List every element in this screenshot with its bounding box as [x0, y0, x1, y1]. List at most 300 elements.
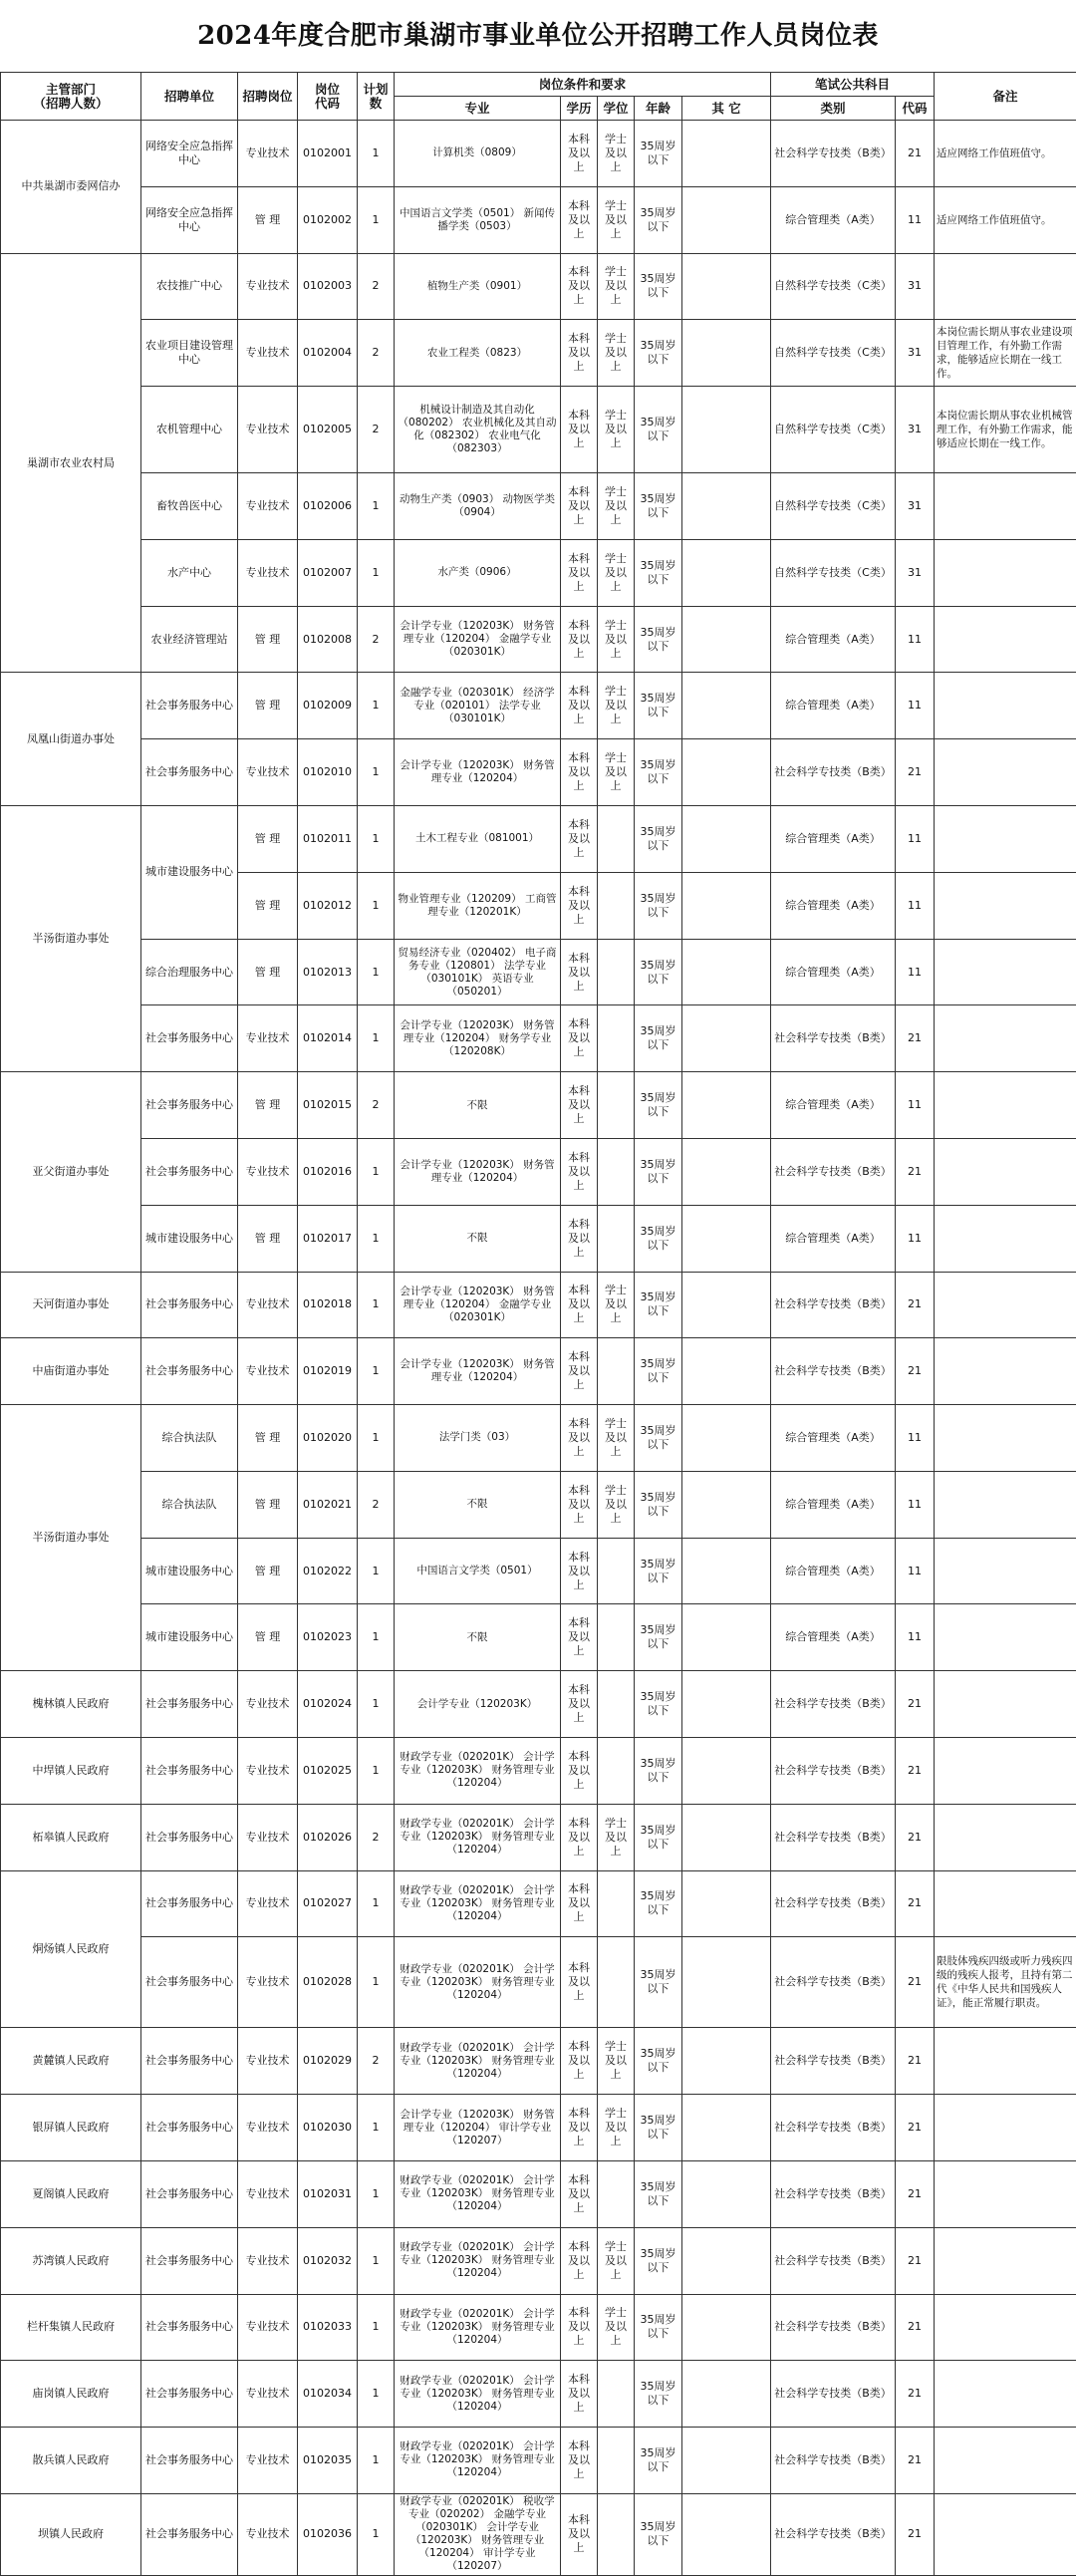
exam-category-cell: 综合管理类（A类）	[771, 1604, 896, 1671]
post-cell: 管 理	[238, 186, 298, 253]
header-category: 类别	[771, 97, 896, 121]
table-row	[1, 320, 1076, 387]
major-cell: 植物生产类（0901）	[395, 253, 561, 320]
age-cell: 35周岁以下	[635, 1471, 682, 1538]
table-row	[1, 186, 1076, 253]
exam-category-cell: 社会科学专技类（B类）	[771, 1737, 896, 1804]
remark-cell	[935, 1737, 1076, 1804]
other-cell	[682, 186, 771, 253]
exam-category-cell: 综合管理类（A类）	[771, 1471, 896, 1538]
education-cell: 本科及以上	[561, 1937, 598, 2028]
dept-cell: 散兵镇人民政府	[1, 2428, 141, 2494]
header-exam: 笔试公共科目	[771, 73, 935, 97]
post-code-cell: 0102011	[298, 806, 358, 873]
degree-cell	[598, 2428, 635, 2494]
other-cell	[682, 2227, 771, 2294]
remark-cell: 适应网络工作值班值守。	[935, 121, 1076, 187]
plan-count-cell: 2	[358, 606, 395, 673]
age-cell: 35周岁以下	[635, 1870, 682, 1937]
plan-count-cell: 1	[358, 2493, 395, 2575]
exam-code-cell: 21	[896, 1937, 935, 2028]
post-cell: 专业技术	[238, 1804, 298, 1870]
remark-cell	[935, 2361, 1076, 2428]
education-cell: 本科及以上	[561, 1604, 598, 1671]
education-cell: 本科及以上	[561, 739, 598, 806]
exam-code-cell: 21	[896, 1138, 935, 1205]
post-cell: 专业技术	[238, 2493, 298, 2575]
post-code-cell: 0102003	[298, 253, 358, 320]
unit-cell: 农技推广中心	[141, 253, 238, 320]
dept-cell: 半汤街道办事处	[1, 806, 141, 1072]
exam-code-cell: 11	[896, 1205, 935, 1272]
exam-category-cell: 综合管理类（A类）	[771, 673, 896, 739]
exam-code-cell: 21	[896, 2428, 935, 2494]
other-cell	[682, 739, 771, 806]
remark-cell	[935, 2160, 1076, 2227]
major-cell: 动物生产类（0903） 动物医学类（0904）	[395, 473, 561, 540]
table-row	[1, 1072, 1076, 1139]
plan-count-cell: 1	[358, 739, 395, 806]
post-cell: 专业技术	[238, 121, 298, 187]
post-code-cell: 0102004	[298, 320, 358, 387]
dept-cell: 中共巢湖市委网信办	[1, 121, 141, 254]
table-row	[1, 1471, 1076, 1538]
dept-cell: 中垾镇人民政府	[1, 1737, 141, 1804]
exam-code-cell: 11	[896, 1405, 935, 1472]
degree-cell	[598, 2160, 635, 2227]
other-cell	[682, 2428, 771, 2494]
remark-cell: 本岗位需长期从事农业机械管理工作，有外勤工作需求，能够适应长期在一线工作。	[935, 387, 1076, 473]
age-cell: 35周岁以下	[635, 2095, 682, 2161]
major-cell: 财政学专业（020201K） 会计学专业（120203K） 财务管理专业（120204）	[395, 2361, 561, 2428]
major-cell: 不限	[395, 1072, 561, 1139]
education-cell: 本科及以上	[561, 387, 598, 473]
plan-count-cell: 2	[358, 1072, 395, 1139]
remark-cell	[935, 2493, 1076, 2575]
other-cell	[682, 2361, 771, 2428]
education-cell: 本科及以上	[561, 1538, 598, 1604]
age-cell: 35周岁以下	[635, 2227, 682, 2294]
plan-count-cell: 2	[358, 1471, 395, 1538]
degree-cell	[598, 1671, 635, 1738]
post-code-cell: 0102035	[298, 2428, 358, 2494]
degree-cell	[598, 1338, 635, 1405]
major-cell: 不限	[395, 1205, 561, 1272]
remark-cell	[935, 606, 1076, 673]
post-code-cell: 0102036	[298, 2493, 358, 2575]
post-code-cell: 0102001	[298, 121, 358, 187]
degree-cell	[598, 1138, 635, 1205]
exam-category-cell: 社会科学专技类（B类）	[771, 2028, 896, 2095]
exam-code-cell: 21	[896, 2028, 935, 2095]
header-post: 招聘岗位	[238, 73, 298, 121]
major-cell: 财政学专业（020201K） 会计学专业（120203K） 财务管理专业（120204）	[395, 2160, 561, 2227]
table-row	[1, 387, 1076, 473]
exam-category-cell: 社会科学专技类（B类）	[771, 2227, 896, 2294]
education-cell: 本科及以上	[561, 2428, 598, 2494]
exam-code-cell: 21	[896, 739, 935, 806]
major-cell: 中国语言文学类（0501） 新闻传播学类（0503）	[395, 186, 561, 253]
plan-count-cell: 1	[358, 473, 395, 540]
remark-cell	[935, 253, 1076, 320]
exam-category-cell: 综合管理类（A类）	[771, 1072, 896, 1139]
remark-cell	[935, 1604, 1076, 1671]
major-cell: 财政学专业（020201K） 会计学专业（120203K） 财务管理专业（120204）	[395, 1804, 561, 1870]
unit-cell: 城市建设服务中心	[141, 1205, 238, 1272]
plan-count-cell: 1	[358, 1671, 395, 1738]
education-cell: 本科及以上	[561, 806, 598, 873]
plan-count-cell: 1	[358, 2227, 395, 2294]
post-cell: 专业技术	[238, 2361, 298, 2428]
table-row	[1, 1138, 1076, 1205]
post-cell: 管 理	[238, 939, 298, 1005]
exam-code-cell: 11	[896, 606, 935, 673]
post-cell: 专业技术	[238, 473, 298, 540]
post-code-cell: 0102005	[298, 387, 358, 473]
degree-cell: 学士及以上	[598, 2095, 635, 2161]
post-code-cell: 0102025	[298, 1737, 358, 1804]
header-count: 计划数	[358, 73, 395, 121]
education-cell: 本科及以上	[561, 1870, 598, 1937]
major-cell: 土木工程专业（081001）	[395, 806, 561, 873]
post-cell: 专业技术	[238, 1870, 298, 1937]
unit-cell: 社会事务服务中心	[141, 1272, 238, 1338]
unit-cell: 社会事务服务中心	[141, 2493, 238, 2575]
post-code-cell: 0102016	[298, 1138, 358, 1205]
plan-count-cell: 2	[358, 387, 395, 473]
plan-count-cell: 1	[358, 1138, 395, 1205]
plan-count-cell: 2	[358, 2028, 395, 2095]
plan-count-cell: 1	[358, 1005, 395, 1072]
unit-cell: 综合治理服务中心	[141, 939, 238, 1005]
exam-category-cell: 综合管理类（A类）	[771, 806, 896, 873]
education-cell: 本科及以上	[561, 1272, 598, 1338]
post-cell: 专业技术	[238, 1671, 298, 1738]
remark-cell: 适应网络工作值班值守。	[935, 186, 1076, 253]
exam-code-cell: 21	[896, 2095, 935, 2161]
exam-code-cell: 11	[896, 1604, 935, 1671]
unit-cell: 城市建设服务中心	[141, 806, 238, 940]
degree-cell: 学士及以上	[598, 253, 635, 320]
age-cell: 35周岁以下	[635, 1737, 682, 1804]
unit-cell: 城市建设服务中心	[141, 1604, 238, 1671]
unit-cell: 社会事务服务中心	[141, 2160, 238, 2227]
education-cell: 本科及以上	[561, 2361, 598, 2428]
post-cell: 专业技术	[238, 2160, 298, 2227]
age-cell: 35周岁以下	[635, 1538, 682, 1604]
post-cell: 专业技术	[238, 539, 298, 606]
dept-cell: 巢湖市农业农村局	[1, 253, 141, 673]
exam-category-cell: 社会科学专技类（B类）	[771, 1005, 896, 1072]
education-cell: 本科及以上	[561, 1804, 598, 1870]
exam-category-cell: 社会科学专技类（B类）	[771, 2160, 896, 2227]
other-cell	[682, 473, 771, 540]
remark-cell	[935, 1405, 1076, 1472]
post-code-cell: 0102028	[298, 1937, 358, 2028]
education-cell: 本科及以上	[561, 673, 598, 739]
degree-cell: 学士及以上	[598, 320, 635, 387]
plan-count-cell: 2	[358, 1804, 395, 1870]
table-row	[1, 2227, 1076, 2294]
age-cell: 35周岁以下	[635, 606, 682, 673]
remark-cell: 限肢体残疾四级或听力残疾四级的残疾人报考，且持有第二代《中华人民共和国残疾人证》，能正常履行职责。	[935, 1937, 1076, 2028]
exam-category-cell: 自然科学专技类（C类）	[771, 253, 896, 320]
post-cell: 专业技术	[238, 739, 298, 806]
education-cell: 本科及以上	[561, 1205, 598, 1272]
table-row	[1, 2160, 1076, 2227]
exam-code-cell: 21	[896, 2227, 935, 2294]
unit-cell: 社会事务服务中心	[141, 1870, 238, 1937]
exam-code-cell: 21	[896, 2361, 935, 2428]
age-cell: 35周岁以下	[635, 473, 682, 540]
other-cell	[682, 1737, 771, 1804]
exam-code-cell: 21	[896, 2294, 935, 2361]
unit-cell: 社会事务服务中心	[141, 2028, 238, 2095]
major-cell: 财政学专业（020201K） 会计学专业（120203K） 财务管理专业（120204）	[395, 2428, 561, 2494]
age-cell: 35周岁以下	[635, 2294, 682, 2361]
degree-cell	[598, 806, 635, 873]
age-cell: 35周岁以下	[635, 1804, 682, 1870]
exam-code-cell: 11	[896, 1538, 935, 1604]
plan-count-cell: 1	[358, 806, 395, 873]
dept-cell: 坝镇人民政府	[1, 2493, 141, 2575]
other-cell	[682, 387, 771, 473]
education-cell: 本科及以上	[561, 2294, 598, 2361]
table-row	[1, 1005, 1076, 1072]
degree-cell	[598, 872, 635, 939]
education-cell: 本科及以上	[561, 1671, 598, 1738]
unit-cell: 社会事务服务中心	[141, 1072, 238, 1139]
remark-cell	[935, 2428, 1076, 2494]
table-row	[1, 473, 1076, 540]
exam-category-cell: 社会科学专技类（B类）	[771, 2095, 896, 2161]
education-cell: 本科及以上	[561, 539, 598, 606]
exam-code-cell: 21	[896, 1338, 935, 1405]
exam-code-cell: 11	[896, 806, 935, 873]
major-cell: 会计学专业（120203K） 财务管理专业（120204）	[395, 1338, 561, 1405]
post-code-cell: 0102008	[298, 606, 358, 673]
plan-count-cell: 1	[358, 1405, 395, 1472]
exam-code-cell: 21	[896, 1272, 935, 1338]
table-row	[1, 1338, 1076, 1405]
dept-cell: 柘皋镇人民政府	[1, 1804, 141, 1870]
post-cell: 专业技术	[238, 2095, 298, 2161]
post-code-cell: 0102009	[298, 673, 358, 739]
plan-count-cell: 1	[358, 186, 395, 253]
post-cell: 专业技术	[238, 1138, 298, 1205]
exam-category-cell: 自然科学专技类（C类）	[771, 539, 896, 606]
other-cell	[682, 1471, 771, 1538]
major-cell: 会计学专业（120203K）	[395, 1671, 561, 1738]
major-cell: 计算机类（0809）	[395, 121, 561, 187]
plan-count-cell: 1	[358, 539, 395, 606]
post-code-cell: 0102018	[298, 1272, 358, 1338]
age-cell: 35周岁以下	[635, 939, 682, 1005]
age-cell: 35周岁以下	[635, 1937, 682, 2028]
plan-count-cell: 1	[358, 1538, 395, 1604]
exam-code-cell: 21	[896, 2160, 935, 2227]
education-cell: 本科及以上	[561, 606, 598, 673]
exam-code-cell: 21	[896, 1870, 935, 1937]
post-cell: 管 理	[238, 1538, 298, 1604]
exam-category-cell: 综合管理类（A类）	[771, 1205, 896, 1272]
remark-cell	[935, 1138, 1076, 1205]
unit-cell: 水产中心	[141, 539, 238, 606]
major-cell: 物业管理专业（120209） 工商管理专业（120201K）	[395, 872, 561, 939]
plan-count-cell: 1	[358, 1737, 395, 1804]
exam-category-cell: 综合管理类（A类）	[771, 606, 896, 673]
exam-code-cell: 11	[896, 186, 935, 253]
dept-cell: 中庙街道办事处	[1, 1338, 141, 1405]
remark-cell	[935, 1272, 1076, 1338]
plan-count-cell: 1	[358, 872, 395, 939]
exam-code-cell: 31	[896, 320, 935, 387]
major-cell: 财政学专业（020201K） 会计学专业（120203K） 财务管理专业（120204）	[395, 2294, 561, 2361]
other-cell	[682, 1005, 771, 1072]
other-cell	[682, 320, 771, 387]
table-row	[1, 2095, 1076, 2161]
plan-count-cell: 1	[358, 2428, 395, 2494]
education-cell: 本科及以上	[561, 1072, 598, 1139]
dept-cell: 夏阁镇人民政府	[1, 2160, 141, 2227]
exam-code-cell: 31	[896, 387, 935, 473]
post-cell: 专业技术	[238, 1338, 298, 1405]
major-cell: 会计学专业（120203K） 财务管理专业（120204） 金融学专业（020301K）	[395, 606, 561, 673]
degree-cell: 学士及以上	[598, 1804, 635, 1870]
major-cell: 财政学专业（020201K） 会计学专业（120203K） 财务管理专业（120204）	[395, 1870, 561, 1937]
major-cell: 财政学专业（020201K） 税收学专业（020202） 金融学专业（020301K） 会计学专业（120203K） 财务管理专业（120204） 审计学专业（120207）	[395, 2493, 561, 2575]
exam-category-cell: 社会科学专技类（B类）	[771, 2294, 896, 2361]
unit-cell: 社会事务服务中心	[141, 1338, 238, 1405]
plan-count-cell: 1	[358, 1205, 395, 1272]
education-cell: 本科及以上	[561, 1471, 598, 1538]
table-row	[1, 1737, 1076, 1804]
post-code-cell: 0102002	[298, 186, 358, 253]
degree-cell: 学士及以上	[598, 739, 635, 806]
post-cell: 管 理	[238, 1205, 298, 1272]
exam-code-cell: 11	[896, 673, 935, 739]
degree-cell	[598, 1072, 635, 1139]
age-cell: 35周岁以下	[635, 1205, 682, 1272]
other-cell	[682, 1870, 771, 1937]
post-cell: 管 理	[238, 1471, 298, 1538]
exam-code-cell: 31	[896, 253, 935, 320]
education-cell: 本科及以上	[561, 939, 598, 1005]
post-cell: 专业技术	[238, 1937, 298, 2028]
education-cell: 本科及以上	[561, 2095, 598, 2161]
table-row	[1, 1870, 1076, 1937]
age-cell: 35周岁以下	[635, 739, 682, 806]
other-cell	[682, 121, 771, 187]
remark-cell	[935, 1538, 1076, 1604]
post-cell: 管 理	[238, 806, 298, 873]
other-cell	[682, 2294, 771, 2361]
unit-cell: 社会事务服务中心	[141, 1937, 238, 2028]
table-row	[1, 1937, 1076, 2028]
unit-cell: 社会事务服务中心	[141, 1671, 238, 1738]
age-cell: 35周岁以下	[635, 1272, 682, 1338]
degree-cell	[598, 1937, 635, 2028]
age-cell: 35周岁以下	[635, 1005, 682, 1072]
major-cell: 农业工程类（0823）	[395, 320, 561, 387]
major-cell: 会计学专业（120203K） 财务管理专业（120204）	[395, 739, 561, 806]
other-cell	[682, 2095, 771, 2161]
education-cell: 本科及以上	[561, 1005, 598, 1072]
degree-cell: 学士及以上	[598, 473, 635, 540]
header-age: 年龄	[635, 97, 682, 121]
exam-category-cell: 社会科学专技类（B类）	[771, 1937, 896, 2028]
other-cell	[682, 1138, 771, 1205]
other-cell	[682, 939, 771, 1005]
other-cell	[682, 1405, 771, 1472]
exam-category-cell: 社会科学专技类（B类）	[771, 2428, 896, 2494]
table-row	[1, 1671, 1076, 1738]
education-cell: 本科及以上	[561, 473, 598, 540]
exam-code-cell: 11	[896, 939, 935, 1005]
degree-cell	[598, 1870, 635, 1937]
other-cell	[682, 673, 771, 739]
age-cell: 35周岁以下	[635, 387, 682, 473]
major-cell: 财政学专业（020201K） 会计学专业（120203K） 财务管理专业（120204）	[395, 2028, 561, 2095]
table-row	[1, 2428, 1076, 2494]
remark-cell: 本岗位需长期从事农业建设项目管理工作，有外勤工作需求，能够适应长期在一线工作。	[935, 320, 1076, 387]
dept-cell: 槐林镇人民政府	[1, 1671, 141, 1738]
unit-cell: 社会事务服务中心	[141, 1005, 238, 1072]
major-cell: 机械设计制造及其自动化（080202） 农业机械化及其自动化（082302） 农业电气化（082303）	[395, 387, 561, 473]
exam-category-cell: 综合管理类（A类）	[771, 872, 896, 939]
unit-cell: 社会事务服务中心	[141, 739, 238, 806]
unit-cell: 农业项目建设管理中心	[141, 320, 238, 387]
unit-cell: 农机管理中心	[141, 387, 238, 473]
age-cell: 35周岁以下	[635, 253, 682, 320]
table-row	[1, 2361, 1076, 2428]
degree-cell: 学士及以上	[598, 1272, 635, 1338]
remark-cell	[935, 1072, 1076, 1139]
education-cell: 本科及以上	[561, 186, 598, 253]
remark-cell	[935, 2227, 1076, 2294]
post-code-cell: 0102006	[298, 473, 358, 540]
exam-category-cell: 社会科学专技类（B类）	[771, 1804, 896, 1870]
table-row	[1, 806, 1076, 873]
education-cell: 本科及以上	[561, 121, 598, 187]
post-cell: 专业技术	[238, 253, 298, 320]
remark-cell	[935, 872, 1076, 939]
recruitment-table	[0, 72, 1076, 2576]
recruitment-table-container	[0, 72, 1076, 2576]
post-cell: 专业技术	[238, 2227, 298, 2294]
education-cell: 本科及以上	[561, 320, 598, 387]
education-cell: 本科及以上	[561, 1405, 598, 1472]
post-code-cell: 0102032	[298, 2227, 358, 2294]
other-cell	[682, 1604, 771, 1671]
age-cell: 35周岁以下	[635, 872, 682, 939]
remark-cell	[935, 473, 1076, 540]
unit-cell: 社会事务服务中心	[141, 1138, 238, 1205]
unit-cell: 畜牧兽医中心	[141, 473, 238, 540]
other-cell	[682, 1072, 771, 1139]
post-code-cell: 0102020	[298, 1405, 358, 1472]
age-cell: 35周岁以下	[635, 1338, 682, 1405]
other-cell	[682, 253, 771, 320]
degree-cell: 学士及以上	[598, 606, 635, 673]
other-cell	[682, 2160, 771, 2227]
other-cell	[682, 2493, 771, 2575]
exam-category-cell: 自然科学专技类（C类）	[771, 320, 896, 387]
major-cell: 财政学专业（020201K） 会计学专业（120203K） 财务管理专业（120204）	[395, 1937, 561, 2028]
plan-count-cell: 2	[358, 320, 395, 387]
post-code-cell: 0102013	[298, 939, 358, 1005]
exam-category-cell: 社会科学专技类（B类）	[771, 121, 896, 187]
